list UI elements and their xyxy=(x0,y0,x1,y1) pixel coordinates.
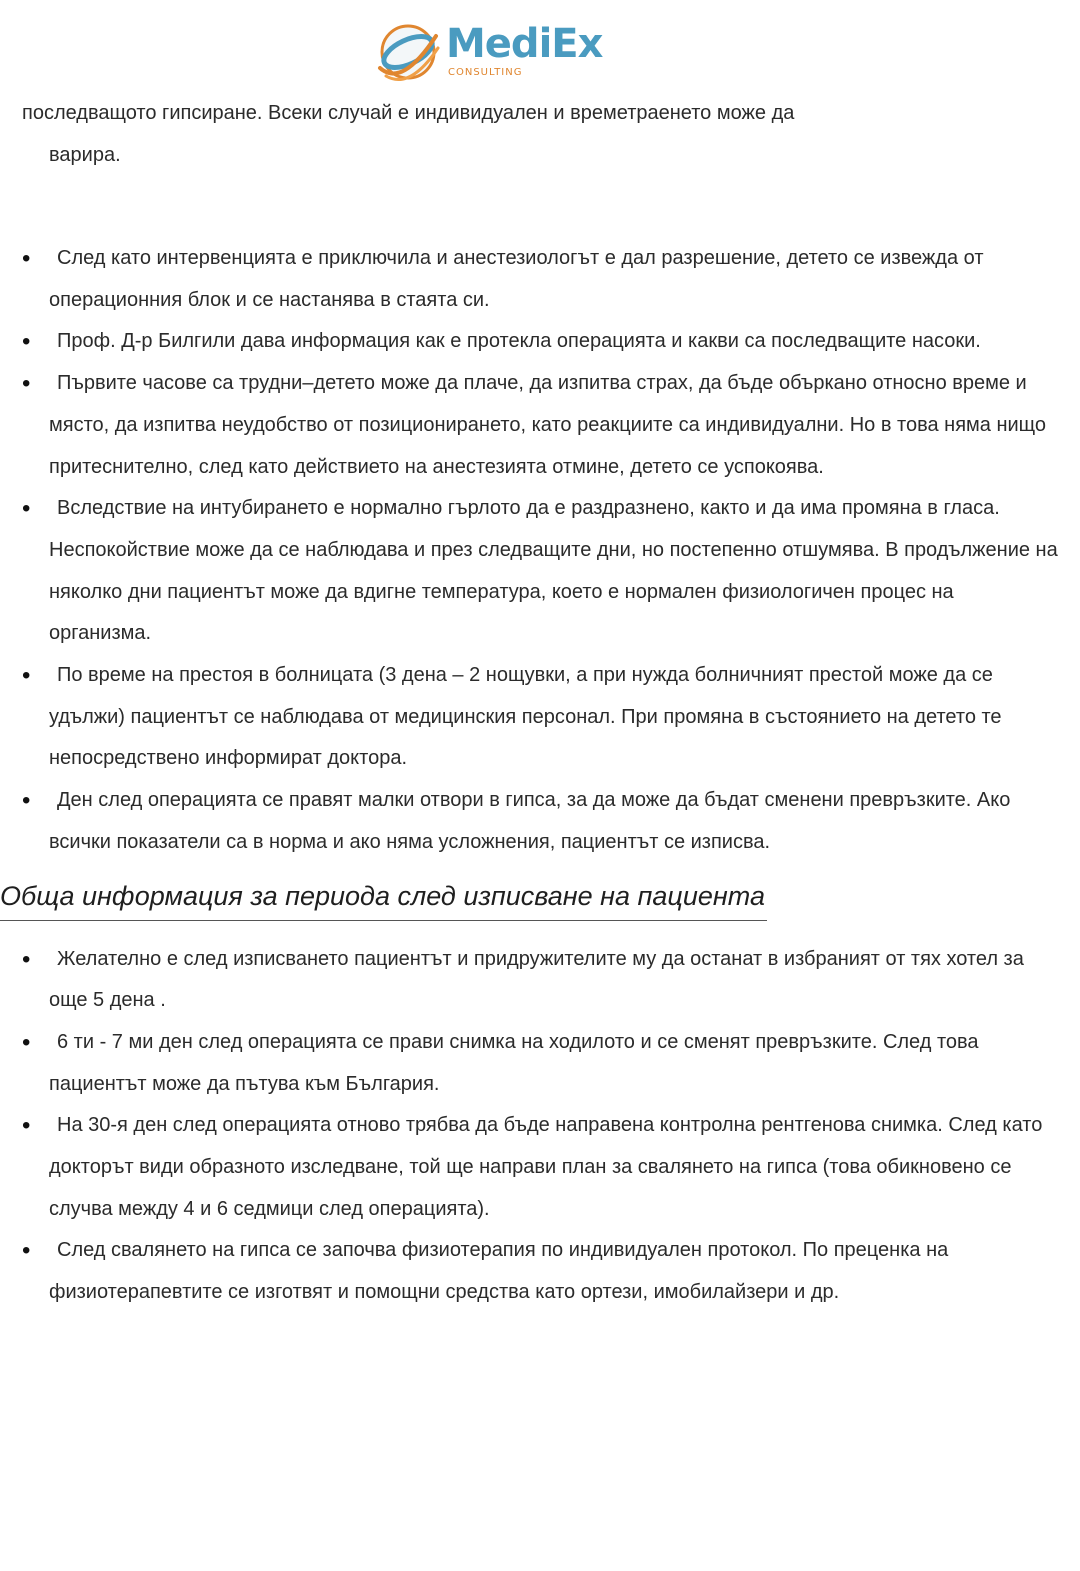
intro-line-2: варира. xyxy=(49,144,121,166)
logo-brand: MediEx xyxy=(446,21,603,67)
list-item: • На 30-я ден след операцията отново трябва да бъде направена контролна рентгенова снимка. След като докторът види образното изследване, той ще направи план за свалянето на гипса (това обикновено се случва между 4 и 6 седмици след операцията). xyxy=(0,1105,1060,1230)
logo-subtitle: CONSULTING xyxy=(448,67,523,78)
post-discharge-list xyxy=(0,939,1060,1314)
list-item: • Ден след операцията се правят малки отвори в гипса, за да може да бъдат сменени превръзките. Ако всички показатели са в норма и ако няма усложнения, пациентът се изписва. xyxy=(0,780,1060,863)
document-body xyxy=(0,92,1060,1314)
list-item: • Проф. Д-р Билгили дава информация как е протекла операцията и какви са последващите насоки. xyxy=(0,321,1060,363)
globe-swoosh-icon xyxy=(372,18,444,90)
section-heading: Обща информация за периода след изписване на пациента xyxy=(0,876,767,921)
list-item: • Вследствие на интубирането е нормално гърлото да е раздразнено, както и да има промяна в гласа. Неспокойствие може да се наблюдава и през следващите дни, но постепенно отшумява. В продължение на няколко дни пациентът може да вдигне температура, което е нормален физиологичен процес на организма. xyxy=(0,488,1060,655)
list-item: • 6 ти - 7 ми ден след операцията се прави снимка на ходилото и се сменят превръзките. След това пациентът може да пътува към България. xyxy=(0,1022,1060,1105)
list-item: • След като интервенцията е приключила и анестезиологът е дал разрешение, детето се извежда от операционния блок и се настанява в стаята си. xyxy=(0,238,1060,321)
mediex-logo xyxy=(372,18,612,90)
intro-line-1: последващото гипсиране. Всеки случай е индивидуален и времетраенето може да xyxy=(22,102,795,124)
list-item: • Първите часове са трудни–детето може да плаче, да изпитва страх, да бъде объркано относно време и място, да изпитва неудобство от позиционирането, като реакциите са индивидуални. Но в това няма нищо притеснително, след като действието на анестезията отмине, детето се успокоява. xyxy=(0,363,1060,488)
list-item: • Желателно е след изписването пациентът и придружителите му да останат в избраният от тях хотел за още 5 дена . xyxy=(0,939,1060,1022)
list-item: • По време на престоя в болницата (3 дена – 2 нощувки, а при нужда болничният престой може да се удължи) пациентът се наблюдава от медицинския персонал. При промяна в състоянието на детето те непосредствено информират доктора. xyxy=(0,655,1060,780)
intro-paragraph xyxy=(22,92,1060,176)
list-item: • След свалянето на гипса се започва физиотерапия по индивидуален протокол. По преценка на физиотерапевтите се изготвят и помощни средства като ортези, имобилайзери и др. xyxy=(0,1230,1060,1313)
hospital-stay-list xyxy=(0,238,1060,864)
